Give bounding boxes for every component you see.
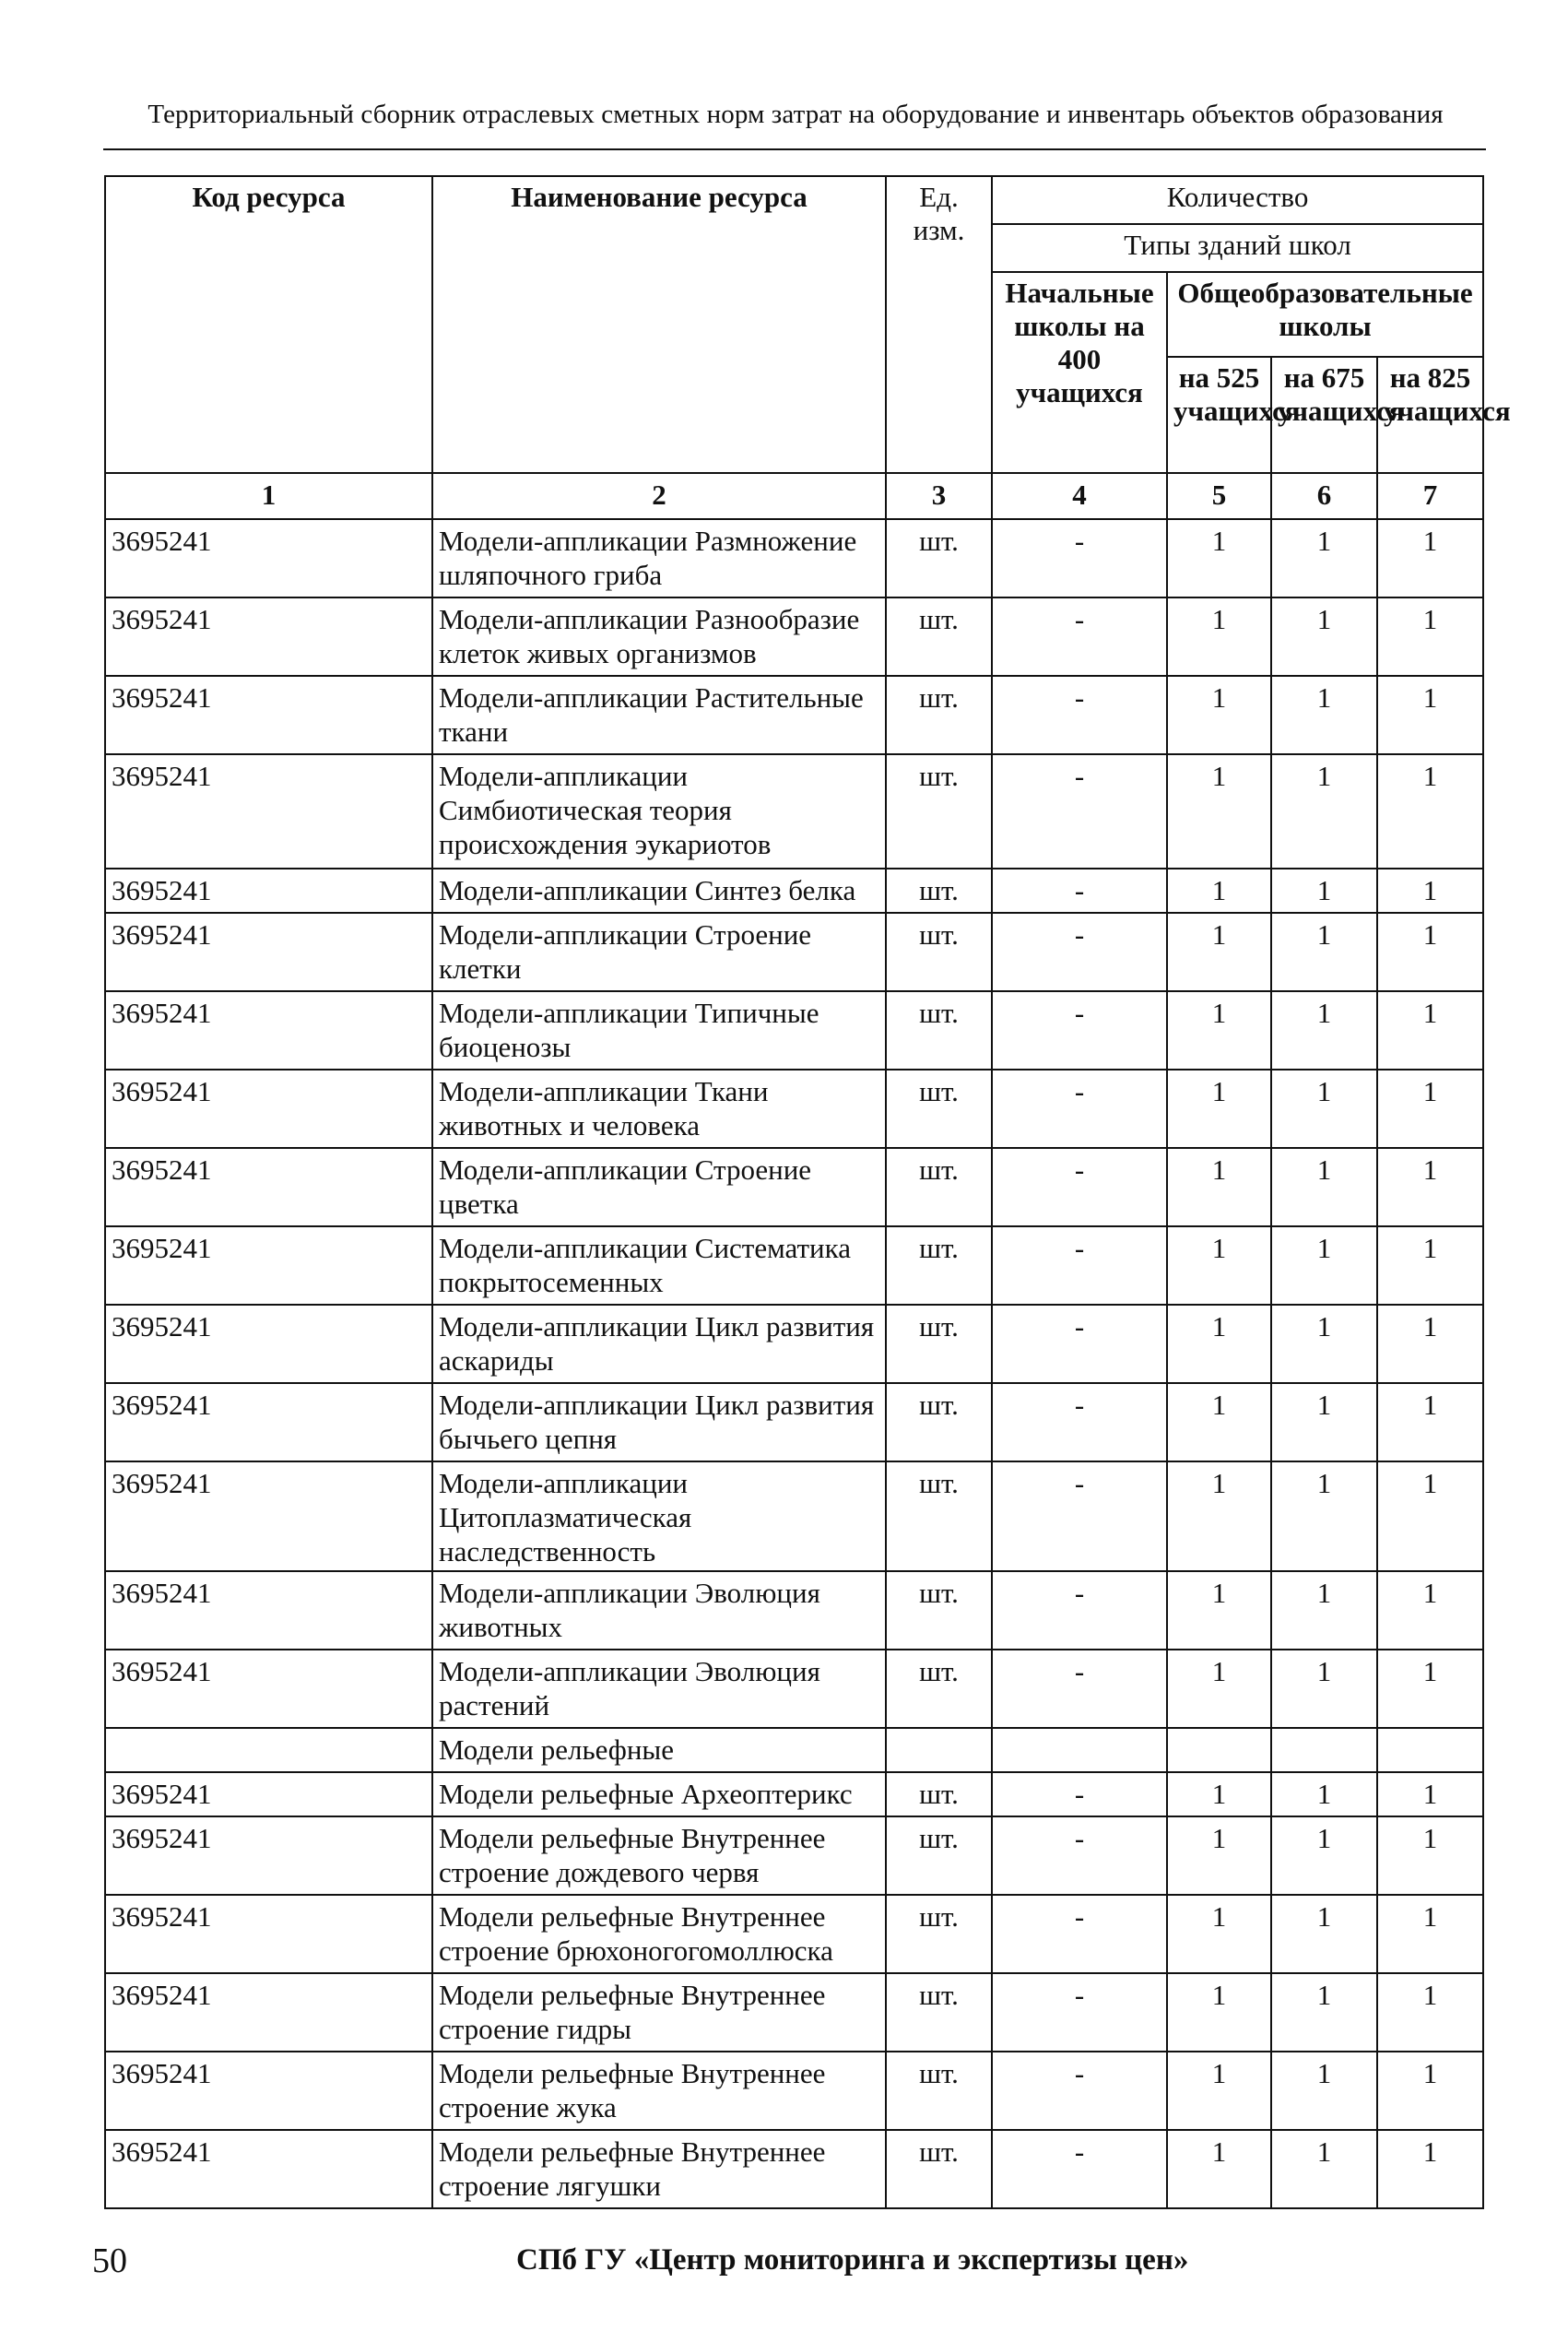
cell-qty-525: 1 xyxy=(1167,869,1271,913)
cell-qty-825: 1 xyxy=(1377,991,1483,1070)
table-row xyxy=(105,913,1483,991)
cell-qty-400: - xyxy=(992,1070,1167,1148)
page-header: Территориальный сборник отраслевых сметных норм затрат на оборудование и инвентарь объектов образования xyxy=(147,100,1444,129)
cell-code: 3695241 xyxy=(105,991,432,1070)
cell-code: 3695241 xyxy=(105,1895,432,1973)
cell-qty-675: 1 xyxy=(1271,1383,1377,1461)
cell-qty-675: 1 xyxy=(1271,1772,1377,1816)
table-row xyxy=(105,519,1483,597)
table-row xyxy=(105,869,1483,913)
column-number: 3 xyxy=(886,473,992,519)
cell-qty-525: 1 xyxy=(1167,913,1271,991)
cell-code: 3695241 xyxy=(105,1571,432,1650)
cell-code: 3695241 xyxy=(105,1070,432,1148)
cell-qty-400: - xyxy=(992,1816,1167,1895)
cell-qty-400: - xyxy=(992,1650,1167,1728)
table-row xyxy=(105,754,1483,869)
cell-qty-825: 1 xyxy=(1377,1070,1483,1148)
header-unit: Ед. изм. xyxy=(886,176,992,473)
table-row xyxy=(105,1305,1483,1383)
cell-name: Модели-аппликации Синтез белка xyxy=(432,869,886,913)
cell-qty-400: - xyxy=(992,2052,1167,2130)
cell-qty-675: 1 xyxy=(1271,2130,1377,2208)
resource-table xyxy=(104,175,1511,2209)
table-row xyxy=(105,1772,1483,1816)
cell-name: Модели рельефные Археоптерикс xyxy=(432,1772,886,1816)
cell-name: Модели-аппликации Эволюция животных xyxy=(432,1571,886,1650)
cell-unit: шт. xyxy=(886,1461,992,1571)
cell-qty-400: - xyxy=(992,676,1167,754)
cell-qty-825: 1 xyxy=(1377,1895,1483,1973)
column-number: 7 xyxy=(1377,473,1483,519)
cell-qty-825: 1 xyxy=(1377,1148,1483,1226)
cell-unit: шт. xyxy=(886,754,992,869)
cell-qty-400: - xyxy=(992,519,1167,597)
cell-qty-400: - xyxy=(992,2130,1167,2208)
cell-code: 3695241 xyxy=(105,1772,432,1816)
cell-name: Модели-аппликации Ткани животных и человека xyxy=(432,1070,886,1148)
cell-qty-400: - xyxy=(992,869,1167,913)
cell-qty-525: 1 xyxy=(1167,2052,1271,2130)
table-row xyxy=(105,1148,1483,1226)
cell-name: Модели-аппликации Растительные ткани xyxy=(432,676,886,754)
cell-code: 3695241 xyxy=(105,1461,432,1571)
cell-name: Модели-аппликации Цикл развития бычьего цепня xyxy=(432,1383,886,1461)
cell-qty-400: - xyxy=(992,1148,1167,1226)
cell-code: 3695241 xyxy=(105,1226,432,1305)
cell-qty-825 xyxy=(1377,1728,1483,1772)
table-row xyxy=(105,2052,1483,2130)
cell-qty-525: 1 xyxy=(1167,754,1271,869)
cell-qty-675: 1 xyxy=(1271,1973,1377,2052)
cell-qty-675: 1 xyxy=(1271,1816,1377,1895)
cell-qty-400: - xyxy=(992,1973,1167,2052)
header-675: на 675 учащихся xyxy=(1271,357,1377,473)
cell-qty-825: 1 xyxy=(1377,754,1483,869)
cell-qty-675: 1 xyxy=(1271,1895,1377,1973)
cell-qty-825: 1 xyxy=(1377,676,1483,754)
column-number: 6 xyxy=(1271,473,1377,519)
cell-qty-525: 1 xyxy=(1167,1383,1271,1461)
column-number-row xyxy=(105,473,1483,519)
cell-qty-400: - xyxy=(992,1461,1167,1571)
cell-unit: шт. xyxy=(886,597,992,676)
footer-organization: СПб ГУ «Центр мониторинга и экспертизы цен» xyxy=(516,2243,1189,2277)
cell-qty-400: - xyxy=(992,597,1167,676)
table-row xyxy=(105,1973,1483,2052)
cell-qty-825: 1 xyxy=(1377,1973,1483,2052)
table-row xyxy=(105,1383,1483,1461)
table-row xyxy=(105,1461,1483,1571)
cell-qty-825: 1 xyxy=(1377,2130,1483,2208)
cell-qty-825: 1 xyxy=(1377,913,1483,991)
table-row xyxy=(105,991,1483,1070)
cell-qty-825: 1 xyxy=(1377,1461,1483,1571)
cell-qty-525: 1 xyxy=(1167,1305,1271,1383)
cell-qty-525: 1 xyxy=(1167,1816,1271,1895)
cell-unit: шт. xyxy=(886,991,992,1070)
cell-qty-525: 1 xyxy=(1167,1226,1271,1305)
cell-name: Модели-аппликации Размножение шляпочного гриба xyxy=(432,519,886,597)
cell-name: Модели-аппликации Цитоплазматическая наследственность xyxy=(432,1461,886,1571)
cell-qty-525: 1 xyxy=(1167,1973,1271,2052)
cell-qty-825: 1 xyxy=(1377,519,1483,597)
cell-qty-400: - xyxy=(992,913,1167,991)
cell-unit: шт. xyxy=(886,1816,992,1895)
cell-qty-525: 1 xyxy=(1167,1571,1271,1650)
column-number: 5 xyxy=(1167,473,1271,519)
cell-code xyxy=(105,1728,432,1772)
cell-code: 3695241 xyxy=(105,913,432,991)
cell-qty-825: 1 xyxy=(1377,1571,1483,1650)
cell-qty-525: 1 xyxy=(1167,1895,1271,1973)
cell-qty-525: 1 xyxy=(1167,519,1271,597)
cell-unit: шт. xyxy=(886,1305,992,1383)
cell-qty-400: - xyxy=(992,1772,1167,1816)
cell-unit: шт. xyxy=(886,1895,992,1973)
header-primary-400: Начальные школы на 400 учащихся xyxy=(992,272,1167,473)
cell-qty-825: 1 xyxy=(1377,1305,1483,1383)
cell-name: Модели-аппликации Типичные биоценозы xyxy=(432,991,886,1070)
cell-qty-525 xyxy=(1167,1728,1271,1772)
cell-qty-825: 1 xyxy=(1377,1650,1483,1728)
cell-qty-675: 1 xyxy=(1271,913,1377,991)
cell-qty-825: 1 xyxy=(1377,1226,1483,1305)
header-quantity: Количество xyxy=(992,176,1483,224)
header-divider xyxy=(103,148,1486,150)
cell-code: 3695241 xyxy=(105,1148,432,1226)
cell-name: Модели-аппликации Эволюция растений xyxy=(432,1650,886,1728)
cell-code: 3695241 xyxy=(105,754,432,869)
cell-code: 3695241 xyxy=(105,1650,432,1728)
cell-qty-675: 1 xyxy=(1271,1148,1377,1226)
cell-unit: шт. xyxy=(886,2130,992,2208)
cell-code: 3695241 xyxy=(105,1383,432,1461)
cell-qty-525: 1 xyxy=(1167,1772,1271,1816)
cell-qty-675: 1 xyxy=(1271,2052,1377,2130)
cell-code: 3695241 xyxy=(105,1973,432,2052)
cell-unit: шт. xyxy=(886,2052,992,2130)
cell-qty-400 xyxy=(992,1728,1167,1772)
cell-unit: шт. xyxy=(886,519,992,597)
cell-name: Модели-аппликации Строение цветка xyxy=(432,1148,886,1226)
table-row xyxy=(105,1816,1483,1895)
cell-qty-525: 1 xyxy=(1167,676,1271,754)
table-row xyxy=(105,1650,1483,1728)
cell-qty-675: 1 xyxy=(1271,1226,1377,1305)
cell-qty-400: - xyxy=(992,1305,1167,1383)
cell-code: 3695241 xyxy=(105,676,432,754)
cell-qty-825: 1 xyxy=(1377,1772,1483,1816)
cell-qty-675 xyxy=(1271,1728,1377,1772)
cell-qty-675: 1 xyxy=(1271,869,1377,913)
cell-name: Модели-аппликации Цикл развития аскариды xyxy=(432,1305,886,1383)
cell-qty-825: 1 xyxy=(1377,1383,1483,1461)
table-row xyxy=(105,1895,1483,1973)
cell-qty-525: 1 xyxy=(1167,1070,1271,1148)
cell-qty-400: - xyxy=(992,991,1167,1070)
cell-qty-675: 1 xyxy=(1271,1650,1377,1728)
header-code: Код ресурса xyxy=(105,176,432,473)
cell-qty-675: 1 xyxy=(1271,1070,1377,1148)
cell-qty-825: 1 xyxy=(1377,869,1483,913)
cell-unit xyxy=(886,1728,992,1772)
cell-code: 3695241 xyxy=(105,869,432,913)
cell-code: 3695241 xyxy=(105,2130,432,2208)
cell-qty-525: 1 xyxy=(1167,1461,1271,1571)
cell-name: Модели-аппликации Симбиотическая теория происхождения эукариотов xyxy=(432,754,886,869)
cell-unit: шт. xyxy=(886,1571,992,1650)
cell-qty-675: 1 xyxy=(1271,991,1377,1070)
cell-qty-400: - xyxy=(992,1895,1167,1973)
cell-name: Модели рельефные xyxy=(432,1728,886,1772)
cell-unit: шт. xyxy=(886,1070,992,1148)
cell-name: Модели рельефные Внутреннее строение жука xyxy=(432,2052,886,2130)
cell-name: Модели рельефные Внутреннее строение брюхоногогомоллюска xyxy=(432,1895,886,1973)
cell-qty-400: - xyxy=(992,1383,1167,1461)
cell-code: 3695241 xyxy=(105,519,432,597)
cell-qty-400: - xyxy=(992,1226,1167,1305)
cell-unit: шт. xyxy=(886,676,992,754)
cell-name: Модели рельефные Внутреннее строение дождевого червя xyxy=(432,1816,886,1895)
cell-unit: шт. xyxy=(886,1650,992,1728)
cell-qty-525: 1 xyxy=(1167,597,1271,676)
cell-code: 3695241 xyxy=(105,1816,432,1895)
cell-code: 3695241 xyxy=(105,2052,432,2130)
cell-qty-400: - xyxy=(992,754,1167,869)
cell-qty-675: 1 xyxy=(1271,1305,1377,1383)
cell-qty-675: 1 xyxy=(1271,519,1377,597)
header-825: на 825 учащихся xyxy=(1377,357,1483,473)
cell-qty-825: 1 xyxy=(1377,597,1483,676)
cell-unit: шт. xyxy=(886,913,992,991)
cell-code: 3695241 xyxy=(105,1305,432,1383)
table-body xyxy=(105,519,1483,2208)
cell-unit: шт. xyxy=(886,1973,992,2052)
cell-qty-525: 1 xyxy=(1167,2130,1271,2208)
table-row xyxy=(105,597,1483,676)
cell-unit: шт. xyxy=(886,1383,992,1461)
table-row xyxy=(105,1728,1483,1772)
table-row xyxy=(105,1070,1483,1148)
cell-unit: шт. xyxy=(886,1772,992,1816)
header-name: Наименование ресурса xyxy=(432,176,886,473)
cell-qty-525: 1 xyxy=(1167,1650,1271,1728)
cell-qty-675: 1 xyxy=(1271,597,1377,676)
cell-name: Модели рельефные Внутреннее строение лягушки xyxy=(432,2130,886,2208)
cell-qty-675: 1 xyxy=(1271,754,1377,869)
table-row xyxy=(105,1571,1483,1650)
column-number: 4 xyxy=(992,473,1167,519)
column-number: 1 xyxy=(105,473,432,519)
cell-name: Модели рельефные Внутреннее строение гидры xyxy=(432,1973,886,2052)
header-525: на 525 учащихся xyxy=(1167,357,1271,473)
cell-qty-675: 1 xyxy=(1271,1571,1377,1650)
cell-code: 3695241 xyxy=(105,597,432,676)
table-row xyxy=(105,1226,1483,1305)
cell-qty-825: 1 xyxy=(1377,2052,1483,2130)
page-number: 50 xyxy=(92,2241,127,2280)
cell-name: Модели-аппликации Систематика покрытосеменных xyxy=(432,1226,886,1305)
cell-qty-400: - xyxy=(992,1571,1167,1650)
cell-unit: шт. xyxy=(886,1148,992,1226)
cell-name: Модели-аппликации Разнообразие клеток живых организмов xyxy=(432,597,886,676)
cell-qty-675: 1 xyxy=(1271,676,1377,754)
cell-qty-825: 1 xyxy=(1377,1816,1483,1895)
cell-name: Модели-аппликации Строение клетки xyxy=(432,913,886,991)
column-number: 2 xyxy=(432,473,886,519)
cell-qty-525: 1 xyxy=(1167,991,1271,1070)
cell-unit: шт. xyxy=(886,1226,992,1305)
cell-unit: шт. xyxy=(886,869,992,913)
table-row xyxy=(105,2130,1483,2208)
table-row xyxy=(105,676,1483,754)
header-building-types: Типы зданий школ xyxy=(992,224,1483,272)
cell-qty-675: 1 xyxy=(1271,1461,1377,1571)
cell-qty-525: 1 xyxy=(1167,1148,1271,1226)
header-general-schools: Общеобразовательные школы xyxy=(1167,272,1483,357)
